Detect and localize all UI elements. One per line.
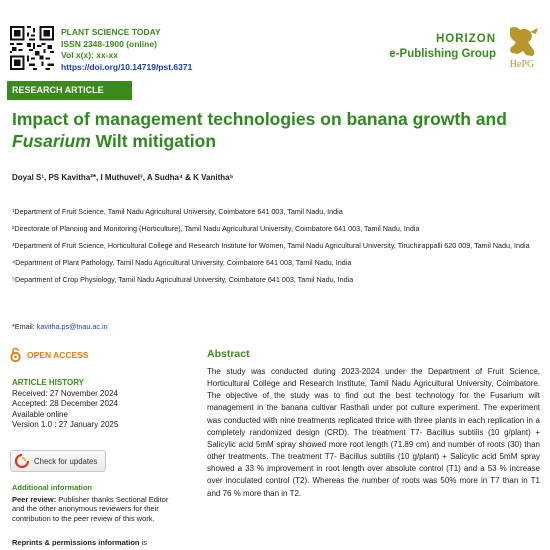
affiliation-5: ⁵Department of Crop Physiology, Tamil Nadu Agricultural University, Coimbatore 641 003, Tamil Nadu, India — [12, 275, 354, 284]
history-available: Available online — [12, 409, 68, 419]
publisher-line2: e-Publishing Group — [389, 48, 496, 60]
additional-information — [12, 483, 182, 523]
publisher-name — [389, 32, 496, 62]
history-heading: ARTICLE HISTORY — [12, 378, 85, 387]
email-link[interactable]: kavitha.ps@tnau.ac.in — [36, 322, 108, 331]
peer-review-text: Publisher thanks Sectional Editor and the other anonymous reviewers for their contribution to the peer review of this work. — [12, 494, 169, 523]
peer-review-label: Peer review: — [12, 494, 57, 504]
email-label: *Email: — [12, 322, 37, 331]
history-received: Received: 27 November 2024 — [12, 388, 118, 398]
hepg-lion-logo — [502, 24, 542, 70]
journal-meta — [61, 27, 192, 73]
qr-code — [10, 26, 54, 70]
journal-volume: Vol x(x): xx-xx — [61, 50, 119, 60]
abstract-text: The study was conducted during 2023-2024 under the Department of Fruit Science, Horticultural College and Research Institute, Tamil Nadu Agricultural University, Coimbatore. The objective of the study was to find out the best technology for the Fusarium wilt management in the banana cultivar Rasthali under pot culture experiment. The experiment was conducted with nine treatments replicated thrice with three plants in each replication in a completely randomized design (CRD). The treatment T7- Bacillus subtilis (10 g/plant) + Salicylic acid 5mM spray showed more root length (71.89 cm) and number of roots (30) than other treatments. The treatment T7- Bacillus subtilis (10 g/plant) + Salicylic acid 5mM spray showed a 33 % improvement in root length over absolute control (T1) and a 53 % increase over inoculated control (T2). Whereas the number of roots was 50% more in T7 than in T1 and 76 % more than in T2. — [207, 367, 540, 498]
title-part2: Wilt mitigation — [90, 131, 217, 151]
open-access-lock-icon — [10, 347, 21, 362]
affiliation-2: ²Directorate of Planning and Monitoring (Horticulture), Tamil Nadu Agricultural University, Coimbatore 641 003, Tamil Nadu, India — [12, 224, 420, 233]
journal-name: PLANT SCIENCE TODAY — [61, 27, 161, 37]
article-title — [12, 108, 532, 152]
reprints-link[interactable]: Reprints & permissions information — [12, 538, 140, 547]
journal-issn: ISSN 2348-1900 (online) — [61, 38, 157, 49]
affiliation-4: ⁴Department of Plant Pathology, Tamil Nadu Agricultural University, Coimbatore 641 003, Tamil Nadu, India — [12, 258, 352, 267]
article-history — [12, 378, 118, 431]
affiliations — [12, 207, 542, 292]
abstract-heading: Abstract — [207, 348, 250, 360]
open-access-text: OPEN ACCESS — [27, 349, 89, 360]
history-version: Version 1.0 : 27 January 2025 — [12, 420, 119, 429]
corresponding-email — [12, 322, 108, 331]
publisher-line1: HORIZON — [435, 33, 496, 45]
affiliation-3: ³Department of Fruit Science, Horticultural College and Research Institute for Women, Tamil Nadu Agricultural University, Tiruchirappalli 620 009, Tamil Nadu, India — [12, 241, 530, 250]
history-accepted: Accepted: 28 December 2024 — [12, 399, 118, 408]
open-access-label — [10, 347, 89, 362]
reprints-note — [12, 538, 147, 547]
title-italic: Fusarium — [12, 131, 91, 151]
title-part1: Impact of management technologies on banana growth and — [12, 109, 507, 129]
reprints-tail: is — [139, 538, 148, 547]
peer-review-note — [12, 495, 182, 524]
check-updates-label: Check for updates — [34, 456, 98, 466]
check-for-updates-button[interactable] — [10, 450, 106, 472]
hepg-logo-text: HePG — [509, 59, 535, 70]
additional-heading: Additional information — [12, 483, 92, 492]
doi-link[interactable]: https://doi.org/10.14719/pst.6371 — [61, 61, 193, 72]
affiliation-1: ¹Department of Fruit Science, Tamil Nadu Agricultural University, Coimbatore 641 003, Tamil Nadu, India — [12, 207, 343, 216]
check-updates-icon — [15, 454, 29, 468]
article-type-badge: RESEARCH ARTICLE — [7, 81, 132, 100]
author-list: Doyal S¹, PS Kavitha²*, I Muthuvel³, A Sudha⁴ & K Vanitha⁵ — [12, 173, 234, 182]
